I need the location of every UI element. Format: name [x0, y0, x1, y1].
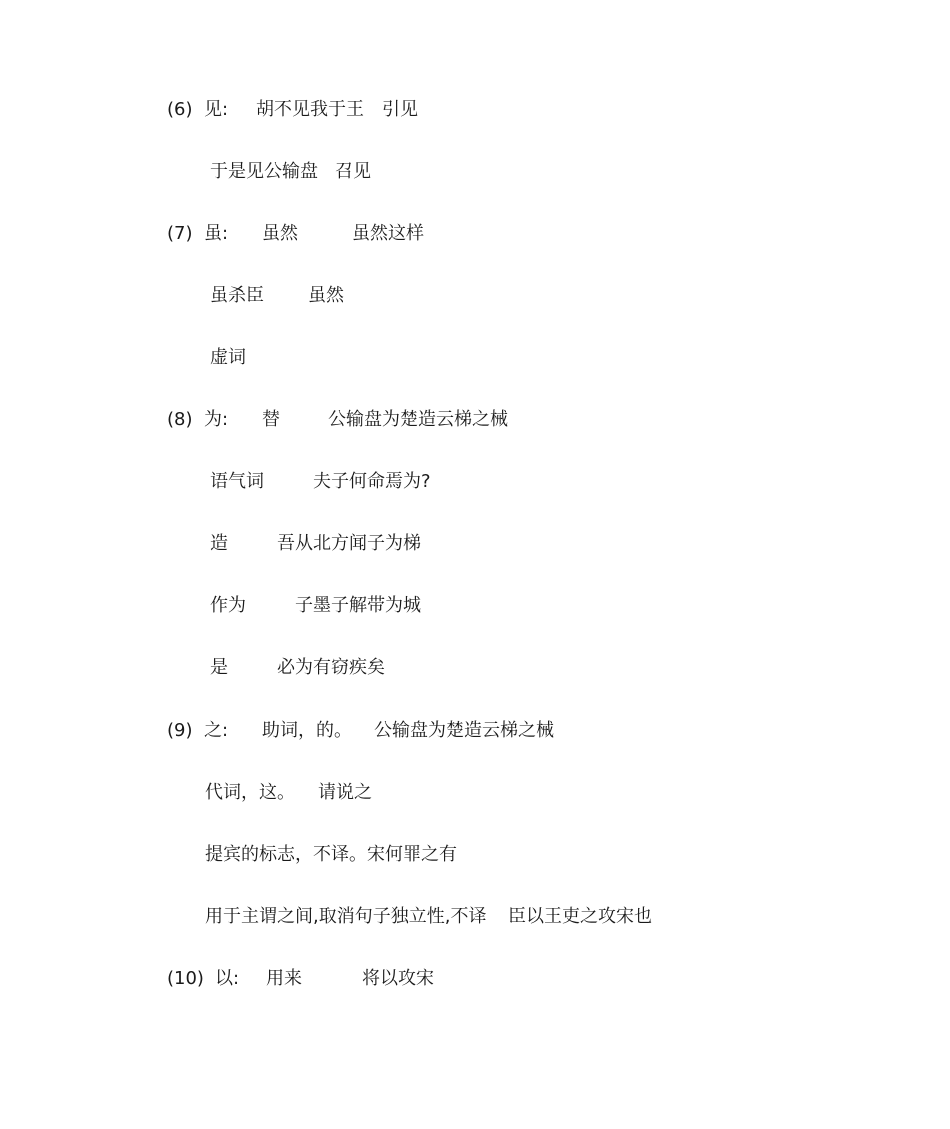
example-sentence: 于是见公输盘: [210, 161, 318, 182]
entry-number: (10): [167, 968, 204, 989]
meaning-text: 引见: [382, 99, 418, 120]
meaning-text: 虽然: [262, 223, 298, 244]
meaning-text: 造: [210, 533, 228, 554]
entry-keyword: 见:: [204, 99, 229, 120]
meaning-text: 替: [262, 409, 280, 430]
entry-number: (9): [167, 720, 193, 741]
meaning-text: 语气词: [210, 471, 264, 492]
meaning-text: 虚词: [210, 347, 246, 368]
meaning-text: 助词，的。: [262, 720, 352, 741]
meaning-text: 提宾的标志，不译。宋何罪之有: [205, 844, 457, 865]
entry-keyword: 以:: [215, 968, 240, 989]
meaning-text: 虽然: [308, 285, 344, 306]
example-sentence: 请说之: [318, 782, 372, 803]
meaning-text: 作为: [210, 595, 246, 616]
meaning-text: 用于主谓之间,取消句子独立性,不译: [205, 906, 487, 927]
entry-number: (8): [167, 409, 193, 430]
example-sentence: 公输盘为楚造云梯之械: [328, 409, 508, 430]
example-sentence: 必为有窃疾矣: [277, 657, 385, 678]
entry-keyword: 为:: [204, 409, 229, 430]
meaning-text: 虽然这样: [352, 223, 424, 244]
entry-keyword: 之:: [204, 720, 229, 741]
meaning-text: 是: [210, 657, 228, 678]
example-sentence: 公输盘为楚造云梯之械: [374, 720, 554, 741]
example-sentence: 夫子何命焉为?: [313, 471, 431, 492]
example-sentence: 胡不见我于王: [256, 99, 364, 120]
meaning-text: 用来: [266, 968, 302, 989]
example-sentence: 吾从北方闻子为梯: [277, 533, 421, 554]
entry-number: (6): [167, 99, 193, 120]
example-sentence: 将以攻宋: [362, 968, 434, 989]
example-sentence: 臣以王吏之攻宋也: [508, 906, 652, 927]
example-sentence: 虽杀臣: [210, 285, 264, 306]
entry-number: (7): [167, 223, 193, 244]
example-sentence: 子墨子解带为城: [295, 595, 421, 616]
meaning-text: 代词，这。: [205, 782, 295, 803]
meaning-text: 召见: [335, 161, 371, 182]
entry-keyword: 虽:: [204, 223, 229, 244]
